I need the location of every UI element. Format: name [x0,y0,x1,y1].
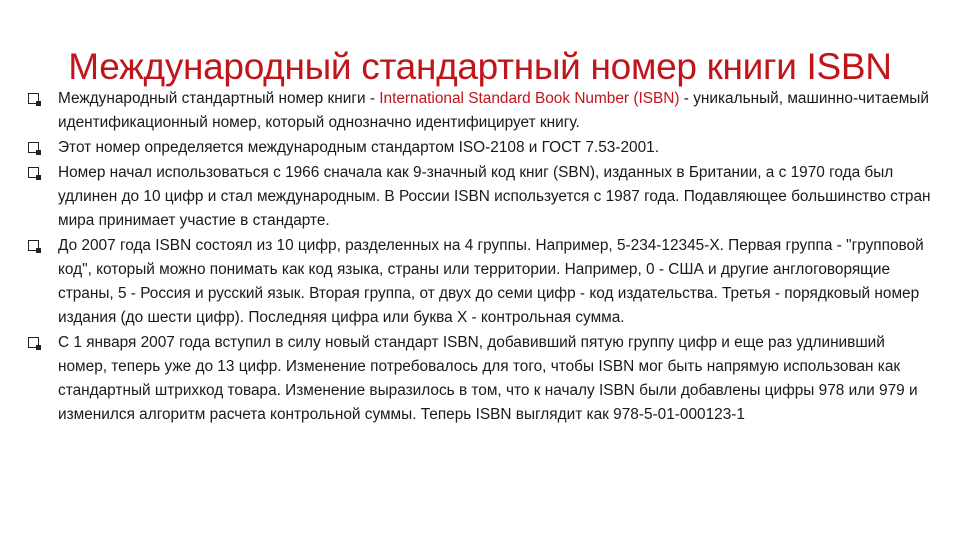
bullet-text-1-post: - уникальный, машинно-читаемый идентификационный номер, который однозначно идентифицирует книгу. [58,90,929,131]
bullet-item-5 [28,331,938,427]
bullet-text-2: Этот номер определяется международным стандартом ISO-2108 и ГОСТ 7.53-2001. [58,139,659,156]
bullet-text-3: Номер начал использоваться с 1966 сначала как 9-значный код книг (SBN), изданных в Британии, а с 1970 года был удлинен до 10 цифр и стал международным. В России ISBN используется с 1987 года. Подавляющее большинство стран мира принимает участие в стандарте. [58,164,931,229]
bullet-item-4 [28,234,938,330]
hollow-square-bullet-icon [28,142,39,153]
bullet-text-5: С 1 января 2007 года вступил в силу новый стандарт ISBN, добавивший пятую группу цифр и еще раз удлинивший номер, теперь уже до 13 цифр. Изменение потребовалось для того, чтобы ISBN мог быть напрямую использован как стандартный штрихкод товара. Изменение выразилось в том, что к началу ISBN были добавлены цифры 978 или 979 и изменился алгоритм расчета контрольной суммы. Теперь ISBN выглядит как 978-5-01-000123-1 [58,334,918,423]
slide-title: Международный стандартный номер книги ISBN [68,45,892,87]
bullet-item-2 [28,136,938,160]
hollow-square-bullet-icon [28,93,39,104]
hollow-square-bullet-icon [28,240,39,251]
hollow-square-bullet-icon [28,337,39,348]
bullet-list [28,87,938,428]
bullet-text-1-highlight: International Standard Book Number (ISBN) [379,90,680,107]
bullet-text-4: До 2007 года ISBN состоял из 10 цифр, разделенных на 4 группы. Например, 5-234-12345-X. Первая группа - "групповой код", который можно понимать как код языка, страны или территории. Например, 0 - США и другие англоговорящие страны, 5 - Россия и русский язык. Вторая группа, от двух до семи цифр - код издательства. Третья - порядковый номер издания (до шести цифр). Последняя цифра или буква X - контрольная сумма. [58,237,924,326]
hollow-square-bullet-icon [28,167,39,178]
bullet-text-1-pre: Международный стандартный номер книги - [58,90,380,107]
bullet-item-1 [28,87,938,135]
bullet-item-3 [28,161,938,233]
